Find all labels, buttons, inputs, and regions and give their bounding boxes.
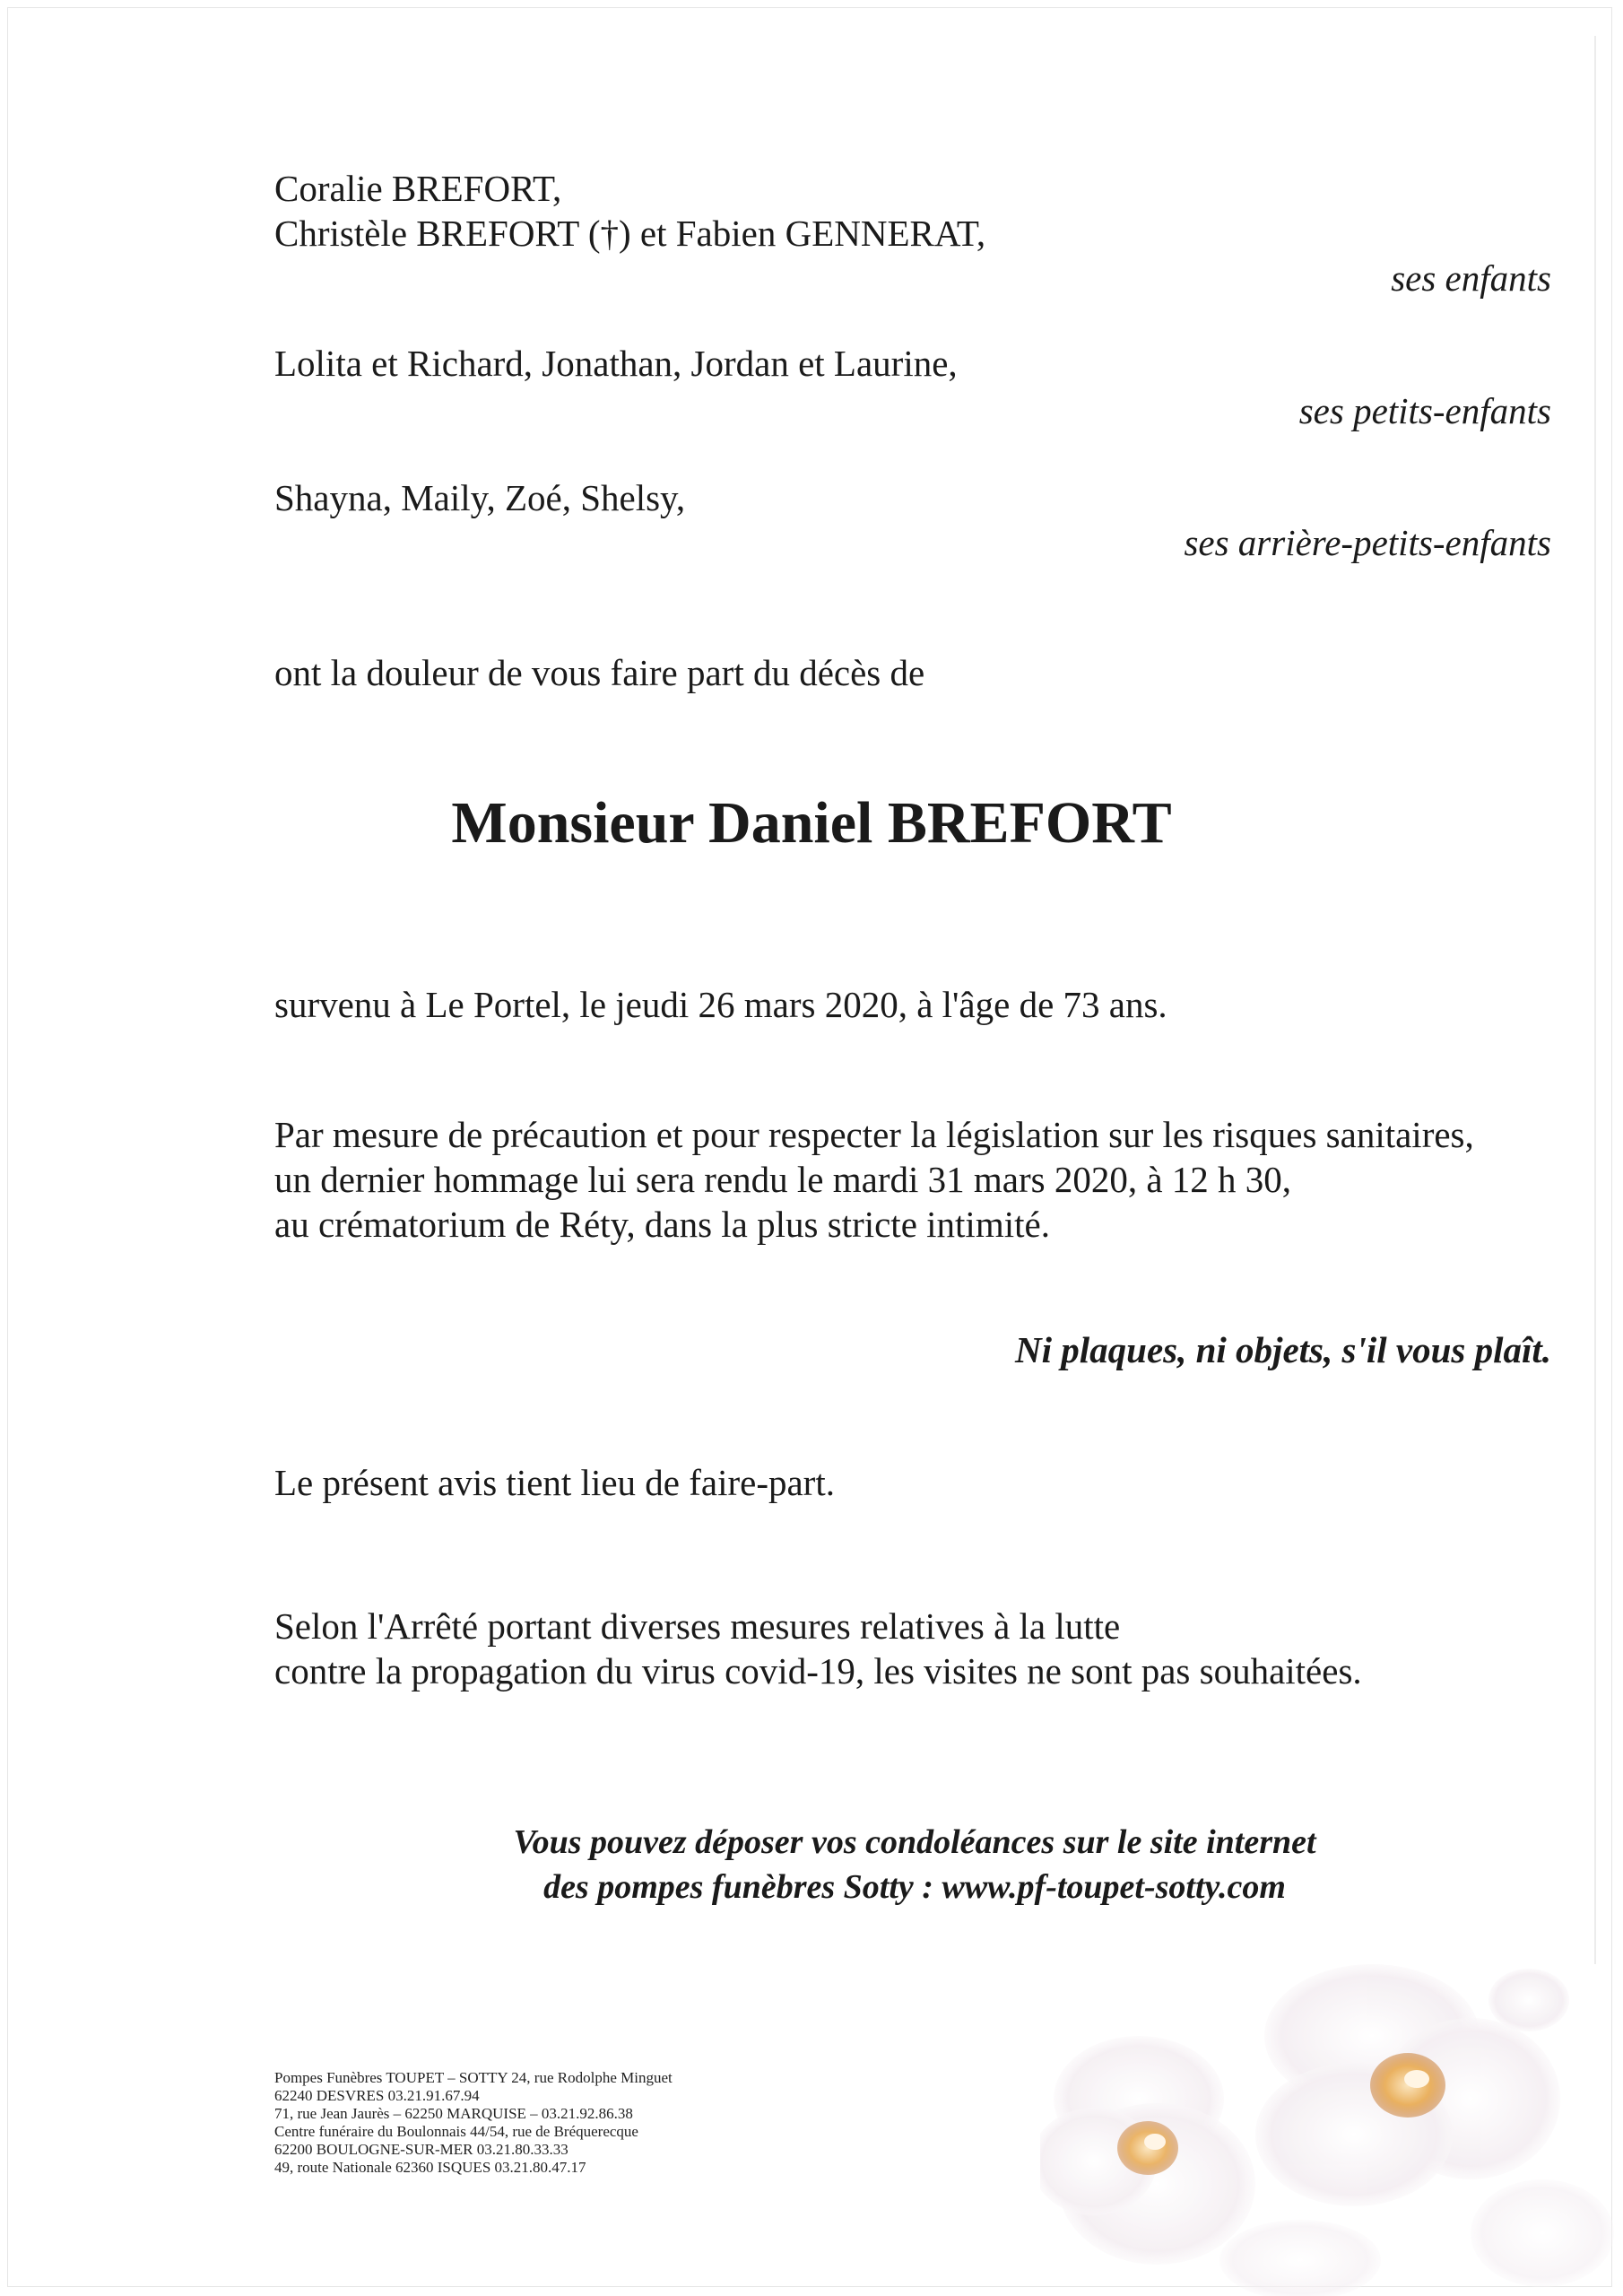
- children-line-1: Coralie BREFORT,: [274, 168, 562, 209]
- orchid-flower-left: [1040, 2036, 1255, 2265]
- covid-line-1: Selon l'Arrêté portant diverses mesures relatives à la lutte: [274, 1605, 1121, 1647]
- death-info: survenu à Le Portel, le jeudi 26 mars 2020, à l'âge de 73 ans.: [274, 984, 1167, 1025]
- orchid-flower-faded: [1219, 2179, 1614, 2296]
- grandchildren-line: Lolita et Richard, Jonathan, Jordan et Laurine,: [274, 343, 958, 384]
- children-line-2: Christèle BREFORT (†) et Fabien GENNERAT,: [274, 213, 986, 254]
- announcement-intro: ont la douleur de vous faire part du décès de: [274, 652, 925, 693]
- ceremony-line-3: au crématorium de Réty, dans la plus stricte intimité.: [274, 1204, 1050, 1245]
- orchid-flowers-decoration: [1040, 1964, 1623, 2296]
- no-flowers-request: Ni plaques, ni objets, s'il vous plaît.: [1015, 1329, 1551, 1370]
- great-grandchildren-label: ses arrière-petits-enfants: [1184, 522, 1551, 563]
- condolences-line-2: des pompes funèbres Sotty : www.pf-toupet-sotty.com: [543, 1868, 1286, 1906]
- ceremony-line-2: un dernier hommage lui sera rendu le mardi 31 mars 2020, à 12 h 30,: [274, 1159, 1292, 1200]
- page-edge-rule: [1594, 36, 1596, 1964]
- footer-line: Pompes Funèbres TOUPET – SOTTY 24, rue Rodolphe Minguet: [274, 2069, 673, 2086]
- footer-line: 62240 DESVRES 03.21.91.67.94: [274, 2087, 480, 2104]
- grandchildren-label: ses petits-enfants: [1298, 390, 1551, 431]
- covid-line-2: contre la propagation du virus covid-19, les visites ne sont pas souhaitées.: [274, 1650, 1362, 1692]
- footer-line: 62200 BOULOGNE-SUR-MER 03.21.80.33.33: [274, 2141, 568, 2158]
- funeral-home-footer: [274, 2069, 673, 2177]
- footer-line: Centre funéraire du Boulonnais 44/54, rue de Bréquerecque: [274, 2123, 638, 2140]
- ceremony-line-1: Par mesure de précaution et pour respecter la législation sur les risques sanitaires,: [274, 1114, 1474, 1155]
- deceased-name: Monsieur Daniel BREFORT: [451, 790, 1172, 856]
- notice-text: Le présent avis tient lieu de faire-part.: [274, 1462, 835, 1503]
- condolences-line-1: Vous pouvez déposer vos condoléances sur le site internet: [513, 1823, 1316, 1861]
- footer-line: 49, route Nationale 62360 ISQUES 03.21.80.47.17: [274, 2159, 586, 2176]
- orchid-flower-right: [1255, 1964, 1569, 2206]
- children-label: ses enfants: [1391, 257, 1551, 299]
- great-grandchildren-line: Shayna, Maily, Zoé, Shelsy,: [274, 477, 686, 518]
- footer-line: 71, rue Jean Jaurès – 62250 MARQUISE – 03.21.92.86.38: [274, 2105, 633, 2122]
